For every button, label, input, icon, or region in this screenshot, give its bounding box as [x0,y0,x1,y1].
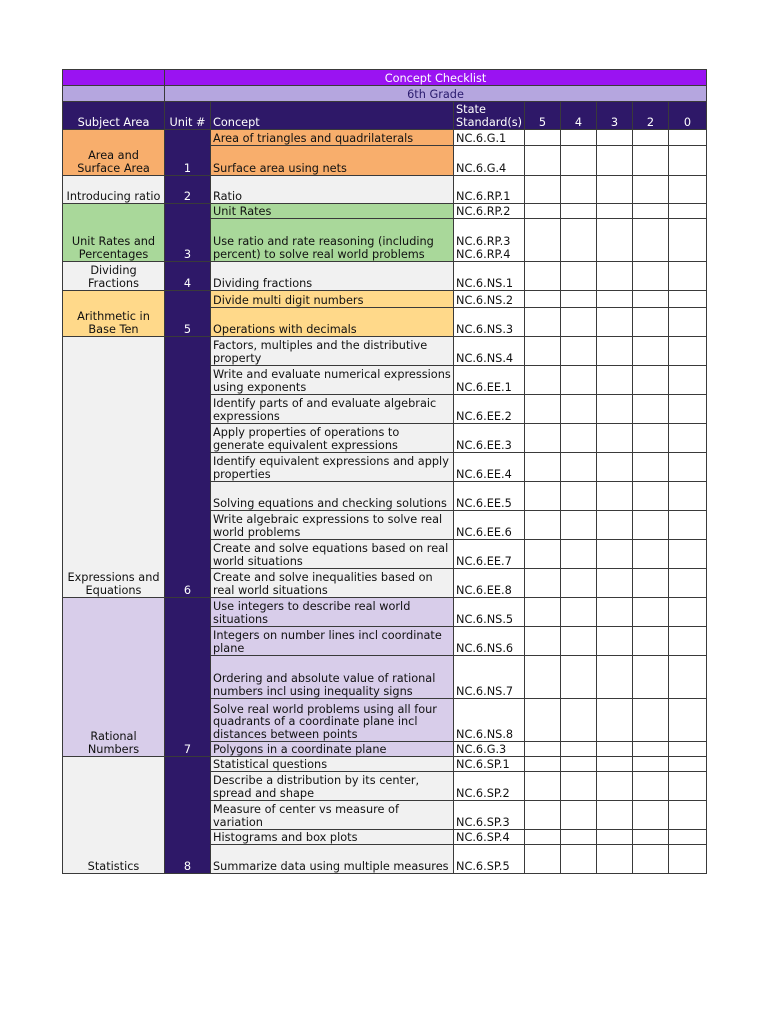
state-standard-cell: NC.6.NS.6 [454,627,525,656]
rating-5-checkbox-cell[interactable] [525,204,561,219]
state-standard-cell: NC.6.G.3 [454,742,525,757]
rating-5-checkbox-cell[interactable] [525,219,561,262]
concept-cell: Unit Rates [211,204,454,219]
grade-blank-cell [63,86,165,102]
concept-cell: Identify parts of and evaluate algebraic expressions [211,395,454,424]
title-row [63,70,707,86]
rating-3-checkbox-cell[interactable] [597,569,633,598]
rating-0-checkbox-cell[interactable] [669,830,707,845]
rating-3-checkbox-cell[interactable] [597,291,633,308]
state-standard-cell: NC.6.SP.4 [454,830,525,845]
concept-cell: Factors, multiples and the distributive property [211,337,454,366]
rating-3-checkbox-cell[interactable] [597,337,633,366]
rating-3-checkbox-cell[interactable] [597,801,633,830]
rating-2-checkbox-cell[interactable] [633,146,669,176]
state-standard-cell: NC.6.SP.1 [454,757,525,772]
unit-number-cell: 4 [165,262,211,291]
rating-2-checkbox-cell[interactable] [633,627,669,656]
concept-cell: Histograms and box plots [211,830,454,845]
header-state-standards: State Standard(s) [454,102,525,130]
state-standard-cell: NC.6.EE.8 [454,569,525,598]
rating-3-checkbox-cell[interactable] [597,146,633,176]
rating-5-checkbox-cell[interactable] [525,395,561,424]
rating-3-checkbox-cell[interactable] [597,176,633,204]
subject-area-cell: Area and Surface Area [63,130,165,176]
concept-cell: Ratio [211,176,454,204]
concept-cell: Divide multi digit numbers [211,291,454,308]
rating-3-checkbox-cell[interactable] [597,482,633,511]
rating-5-checkbox-cell[interactable] [525,511,561,540]
state-standard-cell: NC.6.EE.1 [454,366,525,395]
rating-2-checkbox-cell[interactable] [633,540,669,569]
rating-2-checkbox-cell[interactable] [633,511,669,540]
rating-4-checkbox-cell[interactable] [561,830,597,845]
rating-0-checkbox-cell[interactable] [669,540,707,569]
rating-4-checkbox-cell[interactable] [561,337,597,366]
table-row [63,130,707,146]
rating-5-checkbox-cell[interactable] [525,291,561,308]
unit-number-cell: 5 [165,291,211,337]
rating-3-checkbox-cell[interactable] [597,627,633,656]
concept-cell: Statistical questions [211,757,454,772]
concept-cell: Ordering and absolute value of rational numbers incl using inequality signs [211,656,454,699]
rating-0-checkbox-cell[interactable] [669,366,707,395]
rating-0-checkbox-cell[interactable] [669,656,707,699]
rating-2-checkbox-cell[interactable] [633,772,669,801]
state-standard-cell: NC.6.NS.5 [454,598,525,627]
rating-0-checkbox-cell[interactable] [669,569,707,598]
concept-cell: Apply properties of operations to generate equivalent expressions [211,424,454,453]
state-standard-cell: NC.6.EE.6 [454,511,525,540]
rating-3-checkbox-cell[interactable] [597,830,633,845]
rating-3-checkbox-cell[interactable] [597,598,633,627]
rating-0-checkbox-cell[interactable] [669,772,707,801]
rating-5-checkbox-cell[interactable] [525,742,561,757]
rating-4-checkbox-cell[interactable] [561,699,597,742]
rating-5-checkbox-cell[interactable] [525,627,561,656]
table-row [63,598,707,627]
concept-checklist-table [62,69,707,874]
rating-4-checkbox-cell[interactable] [561,291,597,308]
rating-4-checkbox-cell[interactable] [561,204,597,219]
unit-number-cell: 1 [165,130,211,176]
concept-cell: Use integers to describe real world situations [211,598,454,627]
rating-0-checkbox-cell[interactable] [669,801,707,830]
rating-4-checkbox-cell[interactable] [561,656,597,699]
rating-2-checkbox-cell[interactable] [633,830,669,845]
concept-cell: Integers on number lines incl coordinate plane [211,627,454,656]
state-standard-cell: NC.6.EE.3 [454,424,525,453]
state-standard-cell: NC.6.NS.4 [454,337,525,366]
rating-4-checkbox-cell[interactable] [561,845,597,874]
rating-4-checkbox-cell[interactable] [561,598,597,627]
rating-3-checkbox-cell[interactable] [597,845,633,874]
concept-cell: Summarize data using multiple measures [211,845,454,874]
rating-4-checkbox-cell[interactable] [561,801,597,830]
rating-3-checkbox-cell[interactable] [597,511,633,540]
state-standard-cell: NC.6.RP.3 NC.6.RP.4 [454,219,525,262]
state-standard-cell: NC.6.NS.2 [454,291,525,308]
rating-3-checkbox-cell[interactable] [597,742,633,757]
rating-4-checkbox-cell[interactable] [561,540,597,569]
rating-5-checkbox-cell[interactable] [525,540,561,569]
rating-3-checkbox-cell[interactable] [597,308,633,337]
subject-area-cell: Arithmetic in Base Ten [63,291,165,337]
concept-cell: Write and evaluate numerical expressions using exponents [211,366,454,395]
rating-5-checkbox-cell[interactable] [525,830,561,845]
header-rating-2: 2 [633,102,669,130]
rating-2-checkbox-cell[interactable] [633,656,669,699]
rating-2-checkbox-cell[interactable] [633,130,669,146]
concept-cell: Measure of center vs measure of variation [211,801,454,830]
rating-5-checkbox-cell[interactable] [525,772,561,801]
rating-2-checkbox-cell[interactable] [633,204,669,219]
state-standard-cell: NC.6.EE.5 [454,482,525,511]
state-standard-cell: NC.6.EE.4 [454,453,525,482]
rating-3-checkbox-cell[interactable] [597,130,633,146]
rating-5-checkbox-cell[interactable] [525,146,561,176]
rating-2-checkbox-cell[interactable] [633,366,669,395]
rating-0-checkbox-cell[interactable] [669,482,707,511]
rating-4-checkbox-cell[interactable] [561,146,597,176]
rating-2-checkbox-cell[interactable] [633,699,669,742]
rating-2-checkbox-cell[interactable] [633,176,669,204]
header-row [63,102,707,130]
rating-0-checkbox-cell[interactable] [669,262,707,291]
rating-4-checkbox-cell[interactable] [561,742,597,757]
concept-cell: Area of triangles and quadrilaterals [211,130,454,146]
rating-0-checkbox-cell[interactable] [669,742,707,757]
rating-5-checkbox-cell[interactable] [525,757,561,772]
grade-row [63,86,707,102]
subject-area-cell: Dividing Fractions [63,262,165,291]
rating-3-checkbox-cell[interactable] [597,219,633,262]
rating-2-checkbox-cell[interactable] [633,395,669,424]
state-standard-cell: NC.6.NS.3 [454,308,525,337]
rating-2-checkbox-cell[interactable] [633,262,669,291]
rating-2-checkbox-cell[interactable] [633,569,669,598]
unit-number-cell: 6 [165,337,211,598]
header-rating-0: 0 [669,102,707,130]
concept-cell: Operations with decimals [211,308,454,337]
table-row [63,757,707,772]
unit-number-cell: 3 [165,204,211,262]
state-standard-cell: NC.6.RP.2 [454,204,525,219]
rating-3-checkbox-cell[interactable] [597,424,633,453]
state-standard-cell: NC.6.NS.1 [454,262,525,291]
rating-5-checkbox-cell[interactable] [525,424,561,453]
unit-number-cell: 8 [165,757,211,874]
rating-4-checkbox-cell[interactable] [561,569,597,598]
rating-0-checkbox-cell[interactable] [669,291,707,308]
rating-5-checkbox-cell[interactable] [525,569,561,598]
rating-5-checkbox-cell[interactable] [525,801,561,830]
rating-0-checkbox-cell[interactable] [669,453,707,482]
rating-5-checkbox-cell[interactable] [525,845,561,874]
rating-0-checkbox-cell[interactable] [669,845,707,874]
table-row [63,262,707,291]
rating-3-checkbox-cell[interactable] [597,656,633,699]
rating-0-checkbox-cell[interactable] [669,598,707,627]
rating-0-checkbox-cell[interactable] [669,219,707,262]
rating-4-checkbox-cell[interactable] [561,130,597,146]
rating-3-checkbox-cell[interactable] [597,262,633,291]
table-row [63,291,707,308]
concept-cell: Write algebraic expressions to solve real world problems [211,511,454,540]
rating-5-checkbox-cell[interactable] [525,699,561,742]
state-standard-cell: NC.6.G.4 [454,146,525,176]
rating-2-checkbox-cell[interactable] [633,757,669,772]
state-standard-cell: NC.6.NS.8 [454,699,525,742]
state-standard-cell: NC.6.SP.2 [454,772,525,801]
rating-3-checkbox-cell[interactable] [597,204,633,219]
rating-5-checkbox-cell[interactable] [525,598,561,627]
rating-3-checkbox-cell[interactable] [597,699,633,742]
rating-2-checkbox-cell[interactable] [633,308,669,337]
header-subject-area: Subject Area [63,102,165,130]
subject-area-cell: Rational Numbers [63,598,165,757]
rating-3-checkbox-cell[interactable] [597,757,633,772]
rating-4-checkbox-cell[interactable] [561,511,597,540]
rating-4-checkbox-cell[interactable] [561,627,597,656]
rating-0-checkbox-cell[interactable] [669,308,707,337]
rating-2-checkbox-cell[interactable] [633,598,669,627]
rating-5-checkbox-cell[interactable] [525,366,561,395]
header-concept: Concept [211,102,454,130]
rating-0-checkbox-cell[interactable] [669,204,707,219]
rating-5-checkbox-cell[interactable] [525,337,561,366]
rating-5-checkbox-cell[interactable] [525,308,561,337]
state-standard-cell: NC.6.NS.7 [454,656,525,699]
title-blank-cell [63,70,165,86]
rating-5-checkbox-cell[interactable] [525,482,561,511]
subject-area-cell: Expressions and Equations [63,337,165,598]
rating-2-checkbox-cell[interactable] [633,801,669,830]
concept-cell: Use ratio and rate reasoning (including percent) to solve real world problems [211,219,454,262]
unit-number-cell: 7 [165,598,211,757]
rating-2-checkbox-cell[interactable] [633,291,669,308]
table-row [63,337,707,366]
grade-label: 6th Grade [165,86,707,102]
rating-0-checkbox-cell[interactable] [669,699,707,742]
rating-4-checkbox-cell[interactable] [561,424,597,453]
rating-0-checkbox-cell[interactable] [669,130,707,146]
concept-cell: Create and solve inequalities based on real world situations [211,569,454,598]
concept-cell: Solving equations and checking solutions [211,482,454,511]
state-standard-cell: NC.6.G.1 [454,130,525,146]
rating-2-checkbox-cell[interactable] [633,742,669,757]
header-rating-3: 3 [597,102,633,130]
concept-cell: Identify equivalent expressions and apply properties [211,453,454,482]
rating-4-checkbox-cell[interactable] [561,482,597,511]
concept-cell: Describe a distribution by its center, spread and shape [211,772,454,801]
rating-2-checkbox-cell[interactable] [633,424,669,453]
rating-2-checkbox-cell[interactable] [633,219,669,262]
rating-4-checkbox-cell[interactable] [561,395,597,424]
rating-5-checkbox-cell[interactable] [525,176,561,204]
rating-4-checkbox-cell[interactable] [561,308,597,337]
rating-4-checkbox-cell[interactable] [561,757,597,772]
rating-0-checkbox-cell[interactable] [669,146,707,176]
unit-number-cell: 2 [165,176,211,204]
concept-cell: Solve real world problems using all four quadrants of a coordinate plane incl distances between points [211,699,454,742]
rating-4-checkbox-cell[interactable] [561,176,597,204]
state-standard-cell: NC.6.EE.2 [454,395,525,424]
state-standard-cell: NC.6.EE.7 [454,540,525,569]
state-standard-cell: NC.6.SP.3 [454,801,525,830]
rating-4-checkbox-cell[interactable] [561,772,597,801]
rating-3-checkbox-cell[interactable] [597,540,633,569]
rating-4-checkbox-cell[interactable] [561,262,597,291]
rating-3-checkbox-cell[interactable] [597,395,633,424]
subject-area-cell: Statistics [63,757,165,874]
concept-cell: Polygons in a coordinate plane [211,742,454,757]
rating-4-checkbox-cell[interactable] [561,366,597,395]
state-standard-cell: NC.6.SP.5 [454,845,525,874]
rating-0-checkbox-cell[interactable] [669,757,707,772]
table-row [63,176,707,204]
rating-5-checkbox-cell[interactable] [525,656,561,699]
rating-4-checkbox-cell[interactable] [561,219,597,262]
subject-area-cell: Unit Rates and Percentages [63,204,165,262]
rating-2-checkbox-cell[interactable] [633,453,669,482]
sheet-title: Concept Checklist [165,70,707,86]
rating-3-checkbox-cell[interactable] [597,366,633,395]
rating-0-checkbox-cell[interactable] [669,337,707,366]
header-unit-number: Unit # [165,102,211,130]
rating-2-checkbox-cell[interactable] [633,337,669,366]
rating-3-checkbox-cell[interactable] [597,453,633,482]
rating-0-checkbox-cell[interactable] [669,627,707,656]
rating-2-checkbox-cell[interactable] [633,845,669,874]
subject-area-cell: Introducing ratio [63,176,165,204]
header-rating-4: 4 [561,102,597,130]
concept-cell: Dividing fractions [211,262,454,291]
concept-cell: Surface area using nets [211,146,454,176]
rating-0-checkbox-cell[interactable] [669,424,707,453]
concept-cell: Create and solve equations based on real world situations [211,540,454,569]
rating-2-checkbox-cell[interactable] [633,482,669,511]
rating-0-checkbox-cell[interactable] [669,395,707,424]
table-row [63,204,707,219]
rating-0-checkbox-cell[interactable] [669,176,707,204]
rating-5-checkbox-cell[interactable] [525,453,561,482]
rating-5-checkbox-cell[interactable] [525,130,561,146]
rating-4-checkbox-cell[interactable] [561,453,597,482]
state-standard-cell: NC.6.RP.1 [454,176,525,204]
header-rating-5: 5 [525,102,561,130]
rating-5-checkbox-cell[interactable] [525,262,561,291]
rating-0-checkbox-cell[interactable] [669,511,707,540]
rating-3-checkbox-cell[interactable] [597,772,633,801]
